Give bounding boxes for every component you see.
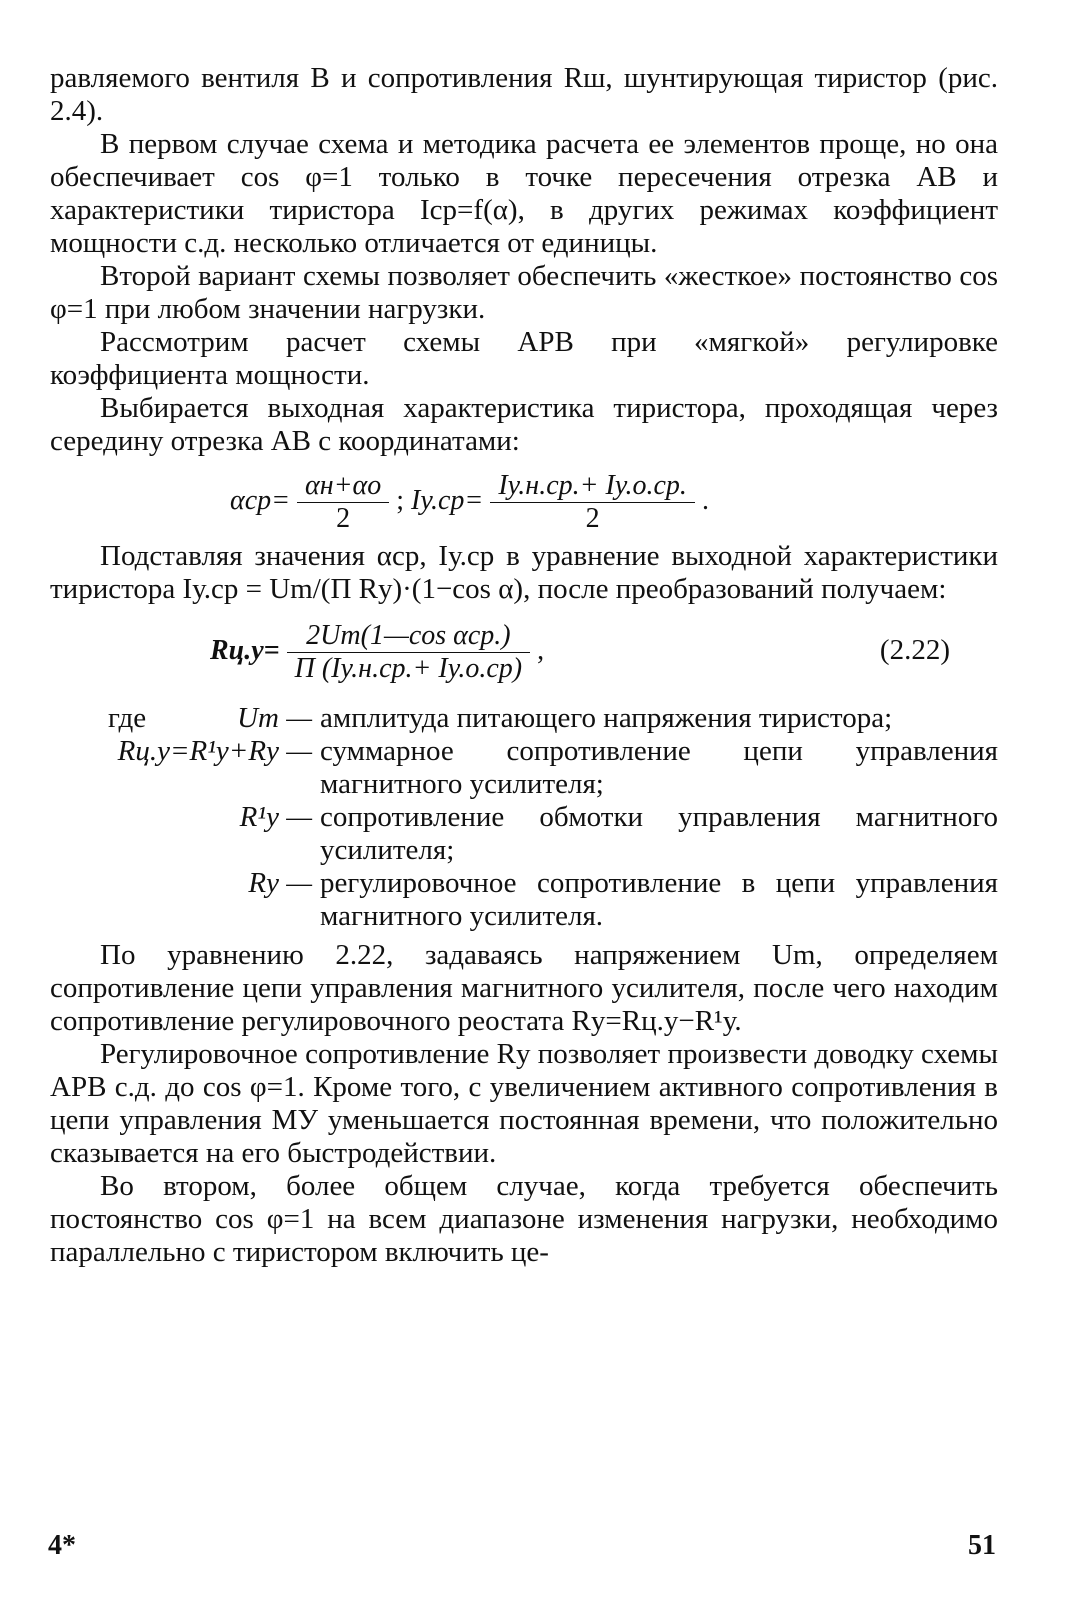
page-number: 51 (968, 1530, 996, 1561)
text-column (50, 62, 998, 1269)
fraction-denominator: 2 (585, 503, 600, 534)
definition-desc: регулировочное сопротивление в цепи управления магнитного усилителя. (320, 867, 998, 932)
definition-row (50, 702, 998, 735)
definition-term: где Um — (50, 702, 320, 735)
where-word: где (108, 702, 147, 734)
formula-2-22 (50, 606, 998, 702)
fraction-denominator: 2 (336, 503, 351, 534)
definition-term: Rц.у=R¹у+Rу — (117, 735, 312, 767)
definitions-list (50, 702, 998, 933)
signature-mark: 4* (48, 1530, 76, 1561)
definition-desc: амплитуда питающего напряжения тиристора; (320, 702, 893, 734)
fraction (287, 620, 531, 685)
paragraph: Подставляя значения αср, Iу.ср в уравнение выходной характеристики тиристора Iу.ср = Um/(П Rу)·(1−cos α), после преобразований получаем: (50, 540, 998, 605)
fraction-numerator: 2Um(1—cos αср.) (287, 620, 531, 653)
definition-row (50, 801, 998, 867)
formula-end: , (537, 634, 545, 666)
paragraph: По уравнению 2.22, задаваясь напряжением Um, определяем сопротивление цепи управления магнитного усилителя, после чего находим сопротивление регулировочного реостата Rу=Rц.у−R¹у. (50, 939, 998, 1037)
formula-lhs: Iу.ср= (411, 484, 484, 516)
formula-lhs: αср= (230, 484, 291, 516)
definition-term: Rу — (248, 867, 312, 899)
formula-lhs: Rц.у= (210, 634, 280, 666)
formula-coordinates (50, 458, 998, 540)
fraction (490, 470, 695, 535)
definition-term: R¹у — (239, 801, 312, 833)
paragraph: Регулировочное сопротивление Rу позволяет произвести доводку схемы АРВ с.д. до cos φ=1. Кроме того, с увеличением активного сопротивления в цепи управления МУ уменьшается постоянная времени, что положительно сказывается на его быстродействии. (50, 1038, 998, 1169)
paragraph: равляемого вентиля B и сопротивления Rш, шунтирующая тиристор (рис. 2.4). (50, 62, 998, 127)
page-footer (48, 1530, 996, 1562)
fraction-denominator: П (Iу.н.ср.+ Iу.о.ср) (294, 653, 523, 684)
equation-number: (2.22) (879, 634, 950, 666)
definition-row (50, 735, 998, 801)
fraction-numerator: αн+αо (297, 470, 389, 503)
paragraph: В первом случае схема и методика расчета ее элементов проще, но она обеспечивает cos φ=1 только в точке пересечения отрезка AB и характеристики тиристора Iср=f(α), в других режимах коэффициент мощности с.д. несколько отличается от единицы. (50, 128, 998, 259)
definition-desc: суммарное сопротивление цепи управления магнитного усилителя; (320, 735, 998, 800)
definition-desc: сопротивление обмотки управления магнитного усилителя; (320, 801, 998, 866)
formula-end: . (701, 484, 709, 516)
paragraph: Выбирается выходная характеристика тиристора, проходящая через середину отрезка AB с координатами: (50, 392, 998, 457)
fraction (297, 470, 389, 535)
paragraph: Второй вариант схемы позволяет обеспечить «жесткое» постоянство cos φ=1 при любом значении нагрузки. (50, 260, 998, 325)
paragraph: Во втором, более общем случае, когда требуется обеспечить постоянство cos φ=1 на всем диапазоне изменения нагрузки, необходимо параллельно с тиристором включить це- (50, 1170, 998, 1268)
formula-separator: ; (396, 484, 404, 516)
paragraph: Рассмотрим расчет схемы АРВ при «мягкой» регулировке коэффициента мощности. (50, 326, 998, 391)
fraction-numerator: Iу.н.ср.+ Iу.о.ср. (490, 470, 695, 503)
definition-row (50, 867, 998, 933)
